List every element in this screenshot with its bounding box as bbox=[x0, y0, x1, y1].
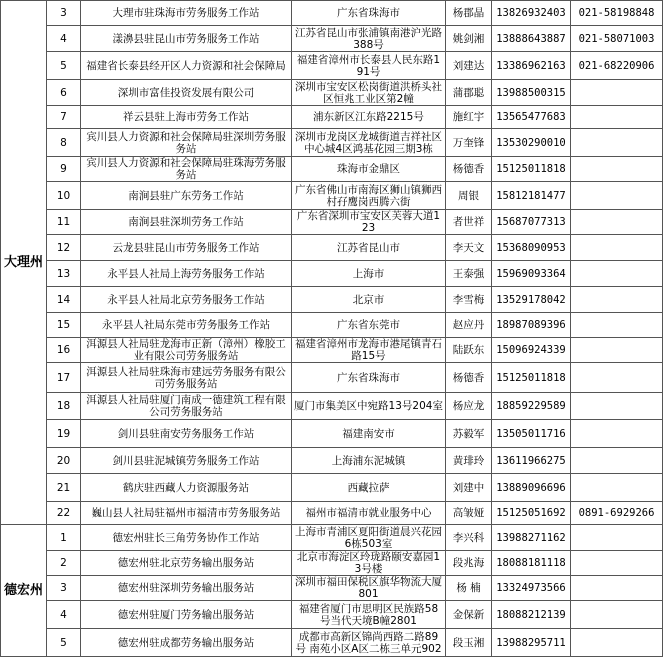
table-row bbox=[1, 474, 663, 502]
address-cell: 福建省厦门市思明区民族路58号当代天境B幢2801 bbox=[292, 601, 446, 629]
row-number-cell: 22 bbox=[47, 502, 81, 525]
mobile-phone-cell: 18987089396 bbox=[492, 313, 571, 338]
mobile-phone-cell: 13888643887 bbox=[492, 26, 571, 52]
address-cell: 厦门市集美区中宛路13号204室 bbox=[292, 393, 446, 420]
landline-phone-cell bbox=[571, 106, 663, 129]
table-row bbox=[1, 287, 663, 313]
contact-person-cell: 施红宇 bbox=[446, 106, 492, 129]
landline-phone-cell bbox=[571, 525, 663, 551]
address-cell: 广东省深圳市宝安区芙蓉大道123 bbox=[292, 210, 446, 235]
landline-phone-cell bbox=[571, 80, 663, 106]
mobile-phone-cell: 15969093364 bbox=[492, 261, 571, 287]
row-number-cell: 10 bbox=[47, 182, 81, 210]
mobile-phone-cell: 15125051692 bbox=[492, 502, 571, 525]
mobile-phone-cell: 13889096696 bbox=[492, 474, 571, 502]
contact-person-cell: 李兴科 bbox=[446, 525, 492, 551]
address-cell: 福建省漳州市长泰县人民东路191号 bbox=[292, 52, 446, 80]
contact-person-cell: 高皱娅 bbox=[446, 502, 492, 525]
table-row bbox=[1, 525, 663, 551]
table-row bbox=[1, 210, 663, 235]
mobile-phone-cell: 13529178042 bbox=[492, 287, 571, 313]
address-cell: 上海浦东泥城镇 bbox=[292, 448, 446, 474]
row-number-cell: 11 bbox=[47, 210, 81, 235]
address-cell: 福建省漳州市龙海市港尾镇青石路15号 bbox=[292, 338, 446, 363]
station-name-cell: 德宏州驻成都劳务输出服务站 bbox=[81, 629, 292, 657]
row-number-cell: 17 bbox=[47, 363, 81, 393]
row-number-cell: 4 bbox=[47, 26, 81, 52]
landline-phone-cell bbox=[571, 363, 663, 393]
table-row bbox=[1, 393, 663, 420]
row-number-cell: 3 bbox=[47, 1, 81, 26]
row-number-cell: 3 bbox=[47, 576, 81, 601]
mobile-phone-cell: 13611966275 bbox=[492, 448, 571, 474]
landline-phone-cell: 021-58198848 bbox=[571, 1, 663, 26]
address-cell: 江苏省昆山市 bbox=[292, 235, 446, 261]
table-row bbox=[1, 26, 663, 52]
landline-phone-cell bbox=[571, 576, 663, 601]
station-name-cell: 巍山县人社局驻福州市福清市劳务服务站 bbox=[81, 502, 292, 525]
address-cell: 深圳市福田保税区旗华物流大厦801 bbox=[292, 576, 446, 601]
table-row bbox=[1, 52, 663, 80]
row-number-cell: 6 bbox=[47, 80, 81, 106]
address-cell: 广东省佛山市南海区狮山镇狮西村孖鹰岗西腾六街 bbox=[292, 182, 446, 210]
table-row bbox=[1, 338, 663, 363]
landline-phone-cell bbox=[571, 235, 663, 261]
table-row bbox=[1, 1, 663, 26]
address-cell: 北京市海淀区玲珑路颐安嘉园13号楼 bbox=[292, 551, 446, 576]
mobile-phone-cell: 13988271162 bbox=[492, 525, 571, 551]
station-name-cell: 深圳市富佳投资发展有限公司 bbox=[81, 80, 292, 106]
landline-phone-cell: 021-68220906 bbox=[571, 52, 663, 80]
table-row bbox=[1, 80, 663, 106]
table-row bbox=[1, 157, 663, 182]
table-row bbox=[1, 502, 663, 525]
station-name-cell: 永平县人社局上海劳务服务工作站 bbox=[81, 261, 292, 287]
table-row bbox=[1, 363, 663, 393]
station-name-cell: 南涧县驻深圳劳务工作站 bbox=[81, 210, 292, 235]
table-row bbox=[1, 576, 663, 601]
address-cell: 广东省东莞市 bbox=[292, 313, 446, 338]
station-name-cell: 祥云县驻上海市劳务工作站 bbox=[81, 106, 292, 129]
address-cell: 北京市 bbox=[292, 287, 446, 313]
address-cell: 上海市 bbox=[292, 261, 446, 287]
landline-phone-cell bbox=[571, 261, 663, 287]
contact-person-cell: 万奎锋 bbox=[446, 129, 492, 157]
contact-person-cell: 周银 bbox=[446, 182, 492, 210]
contact-person-cell: 刘建中 bbox=[446, 474, 492, 502]
station-name-cell: 南涧县驻广东劳务工作站 bbox=[81, 182, 292, 210]
row-number-cell: 4 bbox=[47, 601, 81, 629]
station-name-cell: 宾川县人力资源和社会保障局驻深圳劳务服务站 bbox=[81, 129, 292, 157]
mobile-phone-cell: 13988500315 bbox=[492, 80, 571, 106]
mobile-phone-cell: 13324973566 bbox=[492, 576, 571, 601]
contact-person-cell: 陆跃东 bbox=[446, 338, 492, 363]
station-name-cell: 德宏州驻长三角劳务协作工作站 bbox=[81, 525, 292, 551]
row-number-cell: 21 bbox=[47, 474, 81, 502]
table-row bbox=[1, 420, 663, 448]
station-name-cell: 永平县人社局北京劳务服务工作站 bbox=[81, 287, 292, 313]
row-number-cell: 18 bbox=[47, 393, 81, 420]
station-name-cell: 剑川县驻南安劳务服务工作站 bbox=[81, 420, 292, 448]
contact-person-cell: 黄琲玲 bbox=[446, 448, 492, 474]
contact-person-cell: 金保新 bbox=[446, 601, 492, 629]
region-cell: 大理州 bbox=[1, 1, 47, 525]
mobile-phone-cell: 13386962163 bbox=[492, 52, 571, 80]
contact-person-cell: 姚剑湘 bbox=[446, 26, 492, 52]
mobile-phone-cell: 15096924339 bbox=[492, 338, 571, 363]
address-cell: 广东省珠海市 bbox=[292, 1, 446, 26]
row-number-cell: 16 bbox=[47, 338, 81, 363]
station-name-cell: 洱源县人社局驻龙海市正新（漳州）橡胶工业有限公司劳务服务站 bbox=[81, 338, 292, 363]
address-cell: 珠海市金鼎区 bbox=[292, 157, 446, 182]
row-number-cell: 2 bbox=[47, 551, 81, 576]
station-name-cell: 永平县人社局东莞市劳务服务工作站 bbox=[81, 313, 292, 338]
landline-phone-cell bbox=[571, 601, 663, 629]
landline-phone-cell bbox=[571, 420, 663, 448]
row-number-cell: 9 bbox=[47, 157, 81, 182]
landline-phone-cell bbox=[571, 338, 663, 363]
table-body bbox=[1, 1, 663, 657]
table-row bbox=[1, 261, 663, 287]
address-cell: 江苏省昆山市张浦镇南港沪光路388号 bbox=[292, 26, 446, 52]
contact-person-cell: 王泰强 bbox=[446, 261, 492, 287]
mobile-phone-cell: 13826932403 bbox=[492, 1, 571, 26]
mobile-phone-cell: 15812181477 bbox=[492, 182, 571, 210]
mobile-phone-cell: 13505011716 bbox=[492, 420, 571, 448]
row-number-cell: 12 bbox=[47, 235, 81, 261]
address-cell: 上海市青浦区夏阳街道晨兴花园6栋503室 bbox=[292, 525, 446, 551]
contact-person-cell: 杨 楠 bbox=[446, 576, 492, 601]
landline-phone-cell bbox=[571, 182, 663, 210]
station-name-cell: 德宏州驻深圳劳务输出服务站 bbox=[81, 576, 292, 601]
station-name-cell: 洱源县人社局驻厦门南成一德建筑工程有限公司劳务服务站 bbox=[81, 393, 292, 420]
table-row bbox=[1, 182, 663, 210]
mobile-phone-cell: 15687077313 bbox=[492, 210, 571, 235]
landline-phone-cell: 0891-6929266 bbox=[571, 502, 663, 525]
contact-person-cell: 蒲郡聪 bbox=[446, 80, 492, 106]
contact-person-cell: 刘建达 bbox=[446, 52, 492, 80]
address-cell: 福建南安市 bbox=[292, 420, 446, 448]
contact-person-cell: 杨德香 bbox=[446, 363, 492, 393]
address-cell: 西藏拉萨 bbox=[292, 474, 446, 502]
station-name-cell: 大理市驻珠海市劳务服务工作站 bbox=[81, 1, 292, 26]
contact-person-cell: 杨应龙 bbox=[446, 393, 492, 420]
landline-phone-cell bbox=[571, 210, 663, 235]
address-cell: 深圳市宝安区松岗街道洪桥头社区恒兆工业区第2幢 bbox=[292, 80, 446, 106]
row-number-cell: 1 bbox=[47, 525, 81, 551]
row-number-cell: 7 bbox=[47, 106, 81, 129]
mobile-phone-cell: 18859229589 bbox=[492, 393, 571, 420]
station-name-cell: 洱源县人社局驻珠海市建远劳务服务有限公司劳务服务站 bbox=[81, 363, 292, 393]
mobile-phone-cell: 18088212139 bbox=[492, 601, 571, 629]
contact-person-cell: 段兆海 bbox=[446, 551, 492, 576]
address-cell: 深圳市龙岗区龙城街道吉祥社区中心城4区鸿基花园三期3栋 bbox=[292, 129, 446, 157]
station-name-cell: 鹤庆驻西藏人力资源服务站 bbox=[81, 474, 292, 502]
landline-phone-cell bbox=[571, 551, 663, 576]
station-name-cell: 漾濞县驻昆山市劳务服务工作站 bbox=[81, 26, 292, 52]
mobile-phone-cell: 15368090953 bbox=[492, 235, 571, 261]
landline-phone-cell bbox=[571, 157, 663, 182]
region-cell: 德宏州 bbox=[1, 525, 47, 657]
table-row bbox=[1, 106, 663, 129]
row-number-cell: 5 bbox=[47, 629, 81, 657]
mobile-phone-cell: 13530290010 bbox=[492, 129, 571, 157]
contact-person-cell: 段玉湘 bbox=[446, 629, 492, 657]
contact-person-cell: 杨德香 bbox=[446, 157, 492, 182]
table-row bbox=[1, 629, 663, 657]
mobile-phone-cell: 18088181118 bbox=[492, 551, 571, 576]
table-row bbox=[1, 235, 663, 261]
station-name-cell: 宾川县人力资源和社会保障局驻珠海劳务服务站 bbox=[81, 157, 292, 182]
landline-phone-cell bbox=[571, 313, 663, 338]
station-name-cell: 德宏州驻厦门劳务输出服务站 bbox=[81, 601, 292, 629]
station-name-cell: 剑川县驻泥城镇劳务服务工作站 bbox=[81, 448, 292, 474]
table-row bbox=[1, 448, 663, 474]
contact-person-cell: 李雪梅 bbox=[446, 287, 492, 313]
row-number-cell: 15 bbox=[47, 313, 81, 338]
contact-person-cell: 者世祥 bbox=[446, 210, 492, 235]
contact-person-cell: 李天文 bbox=[446, 235, 492, 261]
contact-person-cell: 赵应丹 bbox=[446, 313, 492, 338]
row-number-cell: 8 bbox=[47, 129, 81, 157]
landline-phone-cell bbox=[571, 474, 663, 502]
landline-phone-cell bbox=[571, 393, 663, 420]
landline-phone-cell bbox=[571, 629, 663, 657]
landline-phone-cell: 021-58071003 bbox=[571, 26, 663, 52]
row-number-cell: 19 bbox=[47, 420, 81, 448]
address-cell: 成都市高新区锦尚西路二路89号 南苑小区A区二栋三单元902 bbox=[292, 629, 446, 657]
row-number-cell: 14 bbox=[47, 287, 81, 313]
address-cell: 广东省珠海市 bbox=[292, 363, 446, 393]
station-name-cell: 云龙县驻昆山市劳务服务工作站 bbox=[81, 235, 292, 261]
address-cell: 浦东新区江东路2215号 bbox=[292, 106, 446, 129]
table-row bbox=[1, 551, 663, 576]
address-cell: 福州市福清市就业服务中心 bbox=[292, 502, 446, 525]
station-name-cell: 福建省长泰县经开区人力资源和社会保障局 bbox=[81, 52, 292, 80]
table-row bbox=[1, 601, 663, 629]
landline-phone-cell bbox=[571, 448, 663, 474]
mobile-phone-cell: 13988295711 bbox=[492, 629, 571, 657]
table-row bbox=[1, 313, 663, 338]
landline-phone-cell bbox=[571, 129, 663, 157]
mobile-phone-cell: 15125011818 bbox=[492, 363, 571, 393]
contact-person-cell: 杨郡晶 bbox=[446, 1, 492, 26]
mobile-phone-cell: 15125011818 bbox=[492, 157, 571, 182]
landline-phone-cell bbox=[571, 287, 663, 313]
table-row bbox=[1, 129, 663, 157]
row-number-cell: 20 bbox=[47, 448, 81, 474]
station-name-cell: 德宏州驻北京劳务输出服务站 bbox=[81, 551, 292, 576]
contact-person-cell: 苏毅军 bbox=[446, 420, 492, 448]
mobile-phone-cell: 13565477683 bbox=[492, 106, 571, 129]
row-number-cell: 5 bbox=[47, 52, 81, 80]
row-number-cell: 13 bbox=[47, 261, 81, 287]
